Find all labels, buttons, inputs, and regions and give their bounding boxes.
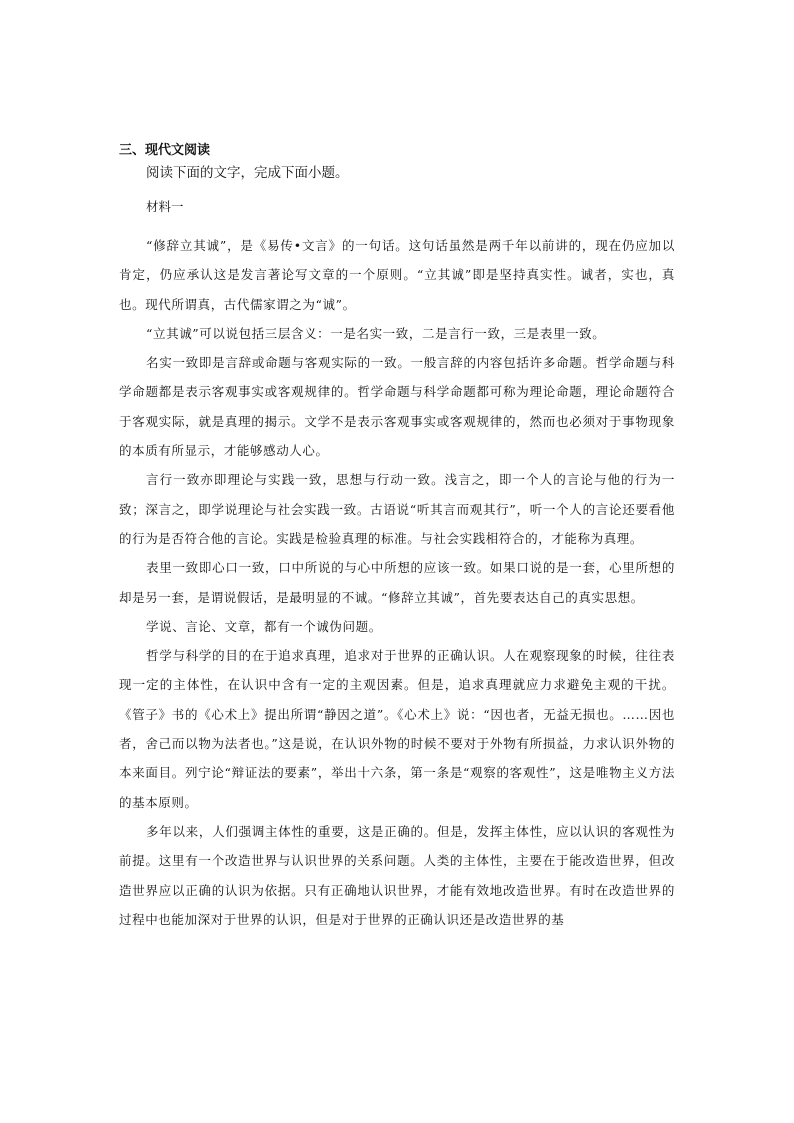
reading-section — [119, 141, 675, 934]
paragraph-1: “修辞立其诚”，是《易传•文言》的一句话。这句话虽然是两千年以前讲的，现在仍应加以肯定，仍应承认这是发言著论写文章的一个原则。“立其诚”即是坚持真实性。诚者，实也，真也。现代所谓真，古代儒家谓之为“诚”。 — [119, 238, 675, 312]
paragraph-4: 言行一致亦即理论与实践一致，思想与行动一致。浅言之，即一个人的言论与他的行为一致；深言之，即学说理论与社会实践一致。古语说“听其言而观其行”，听一个人的言论还要看他的行为是否符合他的言论。实践是检验真理的标准。与社会实践相符合的，才能称为真理。 — [119, 472, 675, 546]
section-title: 三、现代文阅读 — [119, 143, 211, 158]
paragraph-6: 学说、言论、文章，都有一个诚伪问题。 — [146, 618, 382, 634]
paragraph-5: 表里一致即心口一致，口中所说的与心中所想的应该一致。如果口说的是一套，心里所想的却是另一套，是谓说假话，是最明显的不诚。“修辞立其诚”，首先要表达自己的真实思想。 — [119, 560, 675, 605]
paragraph-2: “立其诚”可以说包括三层含义：一是名实一致，二是言行一致，三是表里一致。 — [146, 325, 606, 341]
paragraph-3: 名实一致即是言辞或命题与客观实际的一致。一般言辞的内容包括许多命题。哲学命题与科学命题都是表示客观事实或客观规律的。哲学命题与科学命题都可称为理论命题，理论命题符合于客观实际，就是真理的揭示。文学不是表示客观事实或客观规律的，然而也必须对于事物现象的本质有所显示，才能够感动人心。 — [119, 355, 675, 459]
reading-instruction: 阅读下面的文字，完成下面小题。 — [146, 165, 349, 181]
paragraph-8: 多年以来，人们强调主体性的重要，这是正确的。但是，发挥主体性，应以认识的客观性为前提。这里有一个改造世界与认识世界的关系问题。人类的主体性，主要在于能改造世界，但改造世界应以正确的认识为依据。只有正确地认识世界，才能有效地改造世界。有时在改造世界的过程中也能加深对于世界的认识，但是对于世界的正确认识还是改造世界的基 — [119, 823, 675, 927]
material-label: 材料一 — [146, 199, 184, 214]
paragraph-7: 哲学与科学的目的在于追求真理，追求对于世界的正确认识。人在观察现象的时候，往往表现一定的主体性，在认识中含有一定的主观因素。但是，追求真理就应力求避免主观的干扰。《管子》书的《心术上》提出所谓“静因之道”。《心术上》说：“因也者，无益无损也。……因也者，舍己而以物为法者也。”这是说，在认识外物的时候不要对于外物有所损益，力求认识外物的本来面目。列宁论“辩证法的要素”，举出十六条，第一条是“观察的客观性”，这是唯物主义方法的基本原则。 — [119, 648, 675, 810]
